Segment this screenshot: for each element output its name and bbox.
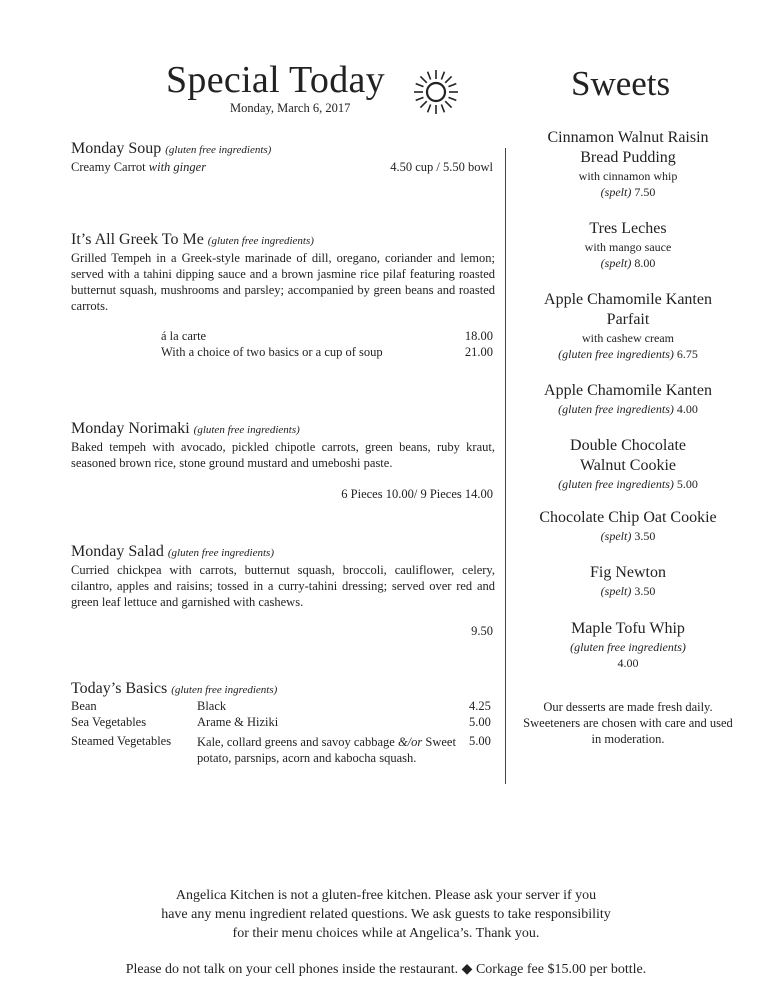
basics-price: 4.25	[469, 699, 491, 713]
sweet-name: Double Chocolate Walnut Cookie	[570, 437, 686, 474]
basics-price: 5.00	[469, 715, 491, 729]
sweet-name: Chocolate Chip Oat Cookie	[539, 509, 717, 526]
soup-heading	[71, 140, 271, 158]
disclaimer-line: for their menu choices while at Angelica’s. Thank you.	[232, 926, 540, 941]
menu-date: Monday, March 6, 2017	[230, 101, 351, 115]
greek-heading	[71, 231, 314, 249]
soup-item-extra: with ginger	[148, 160, 207, 174]
basics-title: Today’s Basics	[71, 680, 168, 697]
salad-price: 9.50	[471, 624, 493, 638]
sweet-name: Apple Chamomile Kanten Parfait	[544, 291, 712, 328]
sweet-desc: with cinnamon whip	[578, 169, 678, 183]
greek-option-label: With a choice of two basics or a cup of soup	[161, 345, 383, 359]
sweet-item	[516, 381, 740, 417]
sweet-item	[516, 563, 740, 599]
sweet-note: (gluten free ingredients)	[558, 477, 674, 491]
greek-title: It’s All Greek To Me	[71, 231, 204, 248]
sweet-note: (spelt)	[600, 256, 632, 270]
sweets-title: Sweets	[571, 64, 671, 103]
sweet-price: 6.75	[676, 347, 698, 361]
steamed-andor: &/or	[397, 735, 423, 749]
greek-description: Grilled Tempeh in a Greek-style marinade of dill, oregano, coriander and lemon; served with a tahini dipping sauce and a brown jasmine rice pilaf featuring roasted butternut squash, mushrooms and parsley; accompanied by green beans and roasted carrots.	[71, 251, 495, 313]
sweet-note: (gluten free ingredients)	[570, 640, 686, 654]
soup-title: Monday Soup	[71, 140, 162, 157]
column-divider	[505, 148, 506, 784]
sweet-item	[516, 508, 740, 544]
disclaimer-line: have any menu ingredient related questions. We ask guests to take responsibility	[161, 907, 611, 922]
sweet-item	[516, 436, 740, 492]
greek-option-label: á la carte	[161, 329, 207, 343]
norimaki-title: Monday Norimaki	[71, 420, 190, 437]
sweet-item	[516, 219, 740, 271]
soup-price: 4.50 cup / 5.50 bowl	[390, 160, 493, 174]
steamed-items-b: Sweet potato, parsnips, acorn and kabocha squash.	[197, 735, 456, 765]
sweet-note: (spelt)	[600, 584, 632, 598]
basics-heading	[71, 680, 277, 698]
sweet-name: Fig Newton	[590, 564, 666, 581]
basics-steamed-items	[197, 734, 459, 766]
sweet-desc: with mango sauce	[584, 240, 672, 254]
restaurant-policy	[0, 960, 772, 979]
norimaki-note: (gluten free ingredients)	[193, 424, 300, 436]
sweet-price: 3.50	[634, 584, 656, 598]
basics-items: Black	[197, 699, 227, 713]
soup-item-name: Creamy Carrot	[71, 160, 146, 174]
soup-note: (gluten free ingredients)	[165, 144, 272, 156]
sweet-note: (gluten free ingredients)	[558, 402, 674, 416]
sweet-name: Apple Chamomile Kanten	[544, 382, 712, 399]
basics-price: 5.00	[469, 734, 491, 748]
greek-option-price: 21.00	[464, 345, 493, 359]
sweet-price: 4.00	[676, 402, 698, 416]
sweet-item	[516, 619, 740, 671]
sweet-price: 3.50	[634, 529, 656, 543]
desserts-note: Our desserts are made fresh daily. Sweeteners are chosen with care and used in moderation.	[523, 700, 733, 746]
sweet-item	[516, 290, 740, 362]
salad-title: Monday Salad	[71, 543, 164, 560]
sweet-name: Maple Tofu Whip	[571, 620, 685, 637]
norimaki-heading	[71, 420, 300, 438]
diamond-icon: ◆	[461, 962, 473, 977]
salad-description: Curried chickpea with carrots, butternut squash, broccoli, cauliflower, celery, cilantro, apples and raisins; tossed in a curry-tahini dressing; served over red and green leaf lettuce and garnished with cashews.	[71, 563, 495, 609]
sweet-item	[516, 128, 740, 200]
basics-category: Sea Vegetables	[71, 715, 147, 729]
phone-policy: Please do not talk on your cell phones inside the restaurant.	[125, 962, 459, 977]
basics-category: Steamed Vegetables	[71, 734, 172, 748]
norimaki-description: Baked tempeh with avocado, pickled chipotle carrots, green beans, ruby kraut, seasoned brown rice, stone ground mustard and umeboshi paste.	[71, 440, 495, 470]
disclaimer-line: Angelica Kitchen is not a gluten-free kitchen. Please ask your server if you	[175, 888, 597, 903]
sweet-note: (spelt)	[600, 529, 632, 543]
sun-icon	[412, 68, 460, 116]
sweet-note: (spelt)	[600, 185, 632, 199]
basics-items: Arame & Hiziki	[197, 715, 279, 729]
corkage-fee: Corkage fee $15.00 per bottle.	[475, 962, 647, 977]
sweet-name: Tres Leches	[589, 220, 667, 237]
norimaki-price: 6 Pieces 10.00/ 9 Pieces 14.00	[341, 487, 493, 501]
sweet-price: 4.00	[617, 656, 639, 670]
sweet-name: Cinnamon Walnut Raisin Bread Pudding	[547, 129, 709, 166]
sweet-price: 7.50	[634, 185, 656, 199]
greek-note: (gluten free ingredients)	[207, 235, 314, 247]
basics-note: (gluten free ingredients)	[171, 684, 278, 696]
sweet-desc: with cashew cream	[582, 331, 674, 345]
basics-category: Bean	[71, 699, 97, 713]
sweet-price: 8.00	[634, 256, 656, 270]
soup-item	[71, 160, 206, 175]
greek-option-price: 18.00	[464, 329, 493, 343]
steamed-items-a: Kale, collard greens and savoy cabbage	[197, 735, 398, 749]
gluten-disclaimer	[0, 886, 772, 943]
salad-note: (gluten free ingredients)	[167, 547, 274, 559]
sweet-price: 5.00	[676, 477, 698, 491]
salad-heading	[71, 543, 274, 561]
sweet-note: (gluten free ingredients)	[558, 347, 674, 361]
page-title: Special Today	[166, 59, 385, 101]
